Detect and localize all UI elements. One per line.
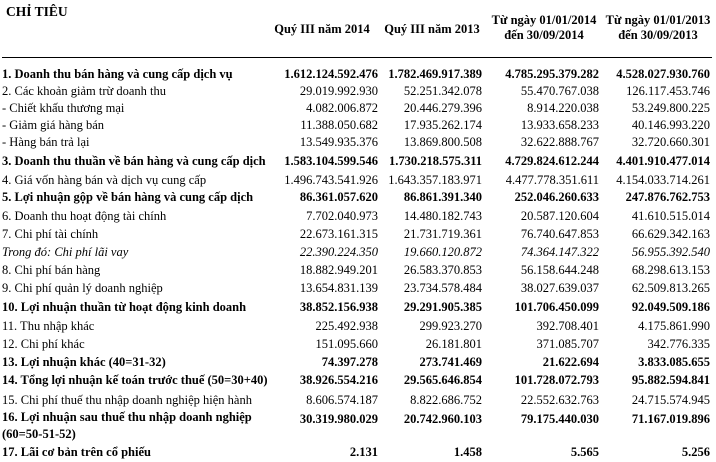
row-value-col4: 4.175.861.990 (638, 319, 710, 333)
row-value-col2: 1.730.218.575.311 (388, 154, 482, 168)
row-value-col3: 56.158.644.248 (520, 263, 599, 277)
row-label: 2. Các khoản giảm trừ doanh thu (2, 84, 167, 98)
row-value-col3: 5.565 (570, 445, 599, 459)
row-label: 13. Lợi nhuận khác (40=31-32) (2, 355, 166, 369)
row-value-col3: 4.729.824.612.244 (505, 154, 599, 168)
row-value-col3: 13.933.658.233 (520, 118, 599, 132)
row-value-col2: 86.861.391.340 (403, 190, 482, 204)
row-value-col1: 225.492.938 (315, 319, 378, 333)
row-value-col1: 38.926.554.216 (299, 373, 378, 387)
row-value-col4: 40.146.993.220 (631, 118, 710, 132)
row-label: 17. Lãi cơ bản trên cổ phiếu (2, 445, 151, 459)
table-row (0, 318, 716, 335)
row-value-col3: 38.027.639.037 (520, 281, 599, 295)
row-value-col1: 4.082.006.872 (306, 101, 378, 115)
row-value-col3: 252.046.260.633 (514, 190, 599, 204)
row-label: 5. Lợi nhuận gộp về bán hàng và cung cấp dịch (2, 190, 254, 204)
row-value-col2: 29.565.646.854 (403, 373, 482, 387)
column-header-ytd-2013-line1: Từ ngày 01/01/2013 (605, 13, 711, 27)
table-row (0, 189, 716, 206)
table-row (0, 244, 716, 261)
row-label: 14. Tổng lợi nhuận kế toán trước thuế (50=30+40) (2, 373, 268, 387)
row-value-col4: 3.833.085.655 (638, 355, 710, 369)
column-header-q3-2014: Quý III năm 2014 (274, 22, 370, 36)
row-value-col2: 29.291.905.385 (403, 300, 482, 314)
row-value-col2: 1.458 (453, 445, 482, 459)
table-row (0, 409, 716, 443)
row-label: 6. Doanh thu hoạt động tài chính (2, 209, 167, 223)
row-value-col1: 86.361.057.620 (299, 190, 378, 204)
row-value-col3: 371.085.707 (536, 337, 599, 351)
row-value-col4: 66.629.342.163 (631, 227, 710, 241)
row-value-col4: 41.610.515.014 (631, 209, 710, 223)
column-header-q3-2013: Quý III năm 2013 (384, 22, 480, 36)
row-value-col2: 21.731.719.361 (403, 227, 482, 241)
table-row (0, 100, 716, 117)
column-header-ytd-2013-line2: đến 30/09/2013 (618, 28, 698, 42)
row-value-col2: 20.742.960.103 (403, 412, 482, 426)
table-row (0, 66, 716, 83)
row-label: 4. Giá vốn hàng bán và dịch vụ cung cấp (2, 173, 207, 187)
row-value-col3: 79.175.440.030 (520, 412, 599, 426)
row-value-col2: 23.734.578.484 (403, 281, 482, 295)
row-value-col2: 17.935.262.174 (403, 118, 482, 132)
table-row (0, 262, 716, 279)
row-value-col4: 247.876.762.753 (625, 190, 710, 204)
row-value-col1: 18.882.949.201 (299, 263, 378, 277)
row-value-col3: 4.477.778.351.611 (505, 173, 599, 187)
row-value-col1: 151.095.660 (315, 337, 378, 351)
row-value-col1: 8.606.574.187 (306, 393, 378, 407)
row-value-col1: 38.852.156.938 (299, 300, 378, 314)
table-row (0, 83, 716, 100)
row-value-col2: 299.923.270 (419, 319, 482, 333)
row-value-col4: 68.298.613.153 (631, 263, 710, 277)
table-row (0, 336, 716, 353)
table-row (0, 226, 716, 243)
row-value-col3: 21.622.694 (542, 355, 599, 369)
column-header-ytd-2014-line2: đến 30/09/2014 (504, 28, 584, 42)
row-value-col4: 53.249.800.225 (631, 101, 710, 115)
row-label: - Chiết khấu thương mại (2, 101, 125, 115)
table-row (0, 372, 716, 389)
row-value-col3: 32.622.888.767 (520, 135, 599, 149)
row-value-col2: 8.822.686.752 (410, 393, 482, 407)
row-value-col1: 74.397.278 (321, 355, 378, 369)
row-value-col3: 101.706.450.099 (514, 300, 599, 314)
row-value-col3: 8.914.220.038 (527, 101, 599, 115)
row-label: 7. Chi phí tài chính (2, 227, 99, 241)
row-label: 11. Thu nhập khác (2, 319, 95, 333)
row-label: 3. Doanh thu thuần về bán hàng và cung cấp dịch (2, 154, 266, 168)
row-label: - Hàng bán trả lại (2, 135, 90, 149)
column-header-ytd-2014-line1: Từ ngày 01/01/2014 (491, 13, 597, 27)
row-value-col2: 26.583.370.853 (403, 263, 482, 277)
row-value-col1: 11.388.050.682 (300, 118, 378, 132)
row-value-col2: 1.782.469.917.389 (388, 67, 482, 81)
table-row (0, 153, 716, 170)
row-value-col3: 76.740.647.853 (520, 227, 599, 241)
row-value-col4: 95.882.594.841 (631, 373, 710, 387)
row-value-col4: 92.049.509.186 (631, 300, 710, 314)
row-value-col1: 13.654.831.139 (299, 281, 378, 295)
row-value-col3: 74.364.147.322 (520, 245, 599, 259)
row-value-col4: 56.955.392.540 (631, 245, 710, 259)
row-value-col3: 55.470.767.038 (520, 84, 599, 98)
table-row (0, 208, 716, 225)
row-label: 8. Chi phí bán hàng (2, 263, 101, 277)
row-value-col2: 14.480.182.743 (403, 209, 482, 223)
row-value-col1: 7.702.040.973 (306, 209, 378, 223)
row-value-col4: 62.509.813.265 (631, 281, 710, 295)
table-row (0, 117, 716, 134)
header-divider (2, 57, 712, 58)
column-header-ytd-2014 (486, 13, 602, 43)
row-value-col2: 20.446.279.396 (403, 101, 482, 115)
row-label: 10. Lợi nhuận thuần từ hoạt động kinh doanh (2, 300, 247, 314)
row-label: 1. Doanh thu bán hàng và cung cấp dịch vụ (2, 67, 233, 81)
row-value-col2: 26.181.801 (425, 337, 482, 351)
row-value-col3: 101.728.072.793 (514, 373, 599, 387)
table-row (0, 280, 716, 297)
row-value-col4: 4.528.027.930.760 (616, 67, 710, 81)
row-value-col3: 4.785.295.379.282 (505, 67, 599, 81)
row-value-col1: 2.131 (349, 445, 378, 459)
row-value-col3: 20.587.120.604 (520, 209, 599, 223)
row-value-col1: 22.390.224.350 (299, 245, 378, 259)
row-value-col1: 1.612.124.592.476 (284, 67, 378, 81)
table-row (0, 444, 716, 461)
table-row (0, 392, 716, 409)
row-value-col3: 392.708.401 (536, 319, 599, 333)
column-header-ytd-2013 (602, 13, 714, 43)
table-row (0, 299, 716, 316)
row-value-col1: 13.549.935.376 (299, 135, 378, 149)
row-value-col2: 273.741.469 (419, 355, 482, 369)
row-value-col4: 24.715.574.945 (631, 393, 710, 407)
column-header-indicator: CHỈ TIÊU (6, 4, 68, 19)
row-value-col2: 1.643.357.183.971 (388, 173, 482, 187)
row-value-col4: 126.117.453.746 (626, 84, 710, 98)
row-label: - Giảm giá hàng bán (2, 118, 105, 132)
table-row (0, 354, 716, 371)
row-value-col2: 13.869.800.508 (403, 135, 482, 149)
row-label: 15. Chi phí thuế thu nhập doanh nghiệp hiện hành (2, 393, 252, 407)
row-value-col4: 5.256 (681, 445, 710, 459)
row-label: 16. Lợi nhuận sau thuế thu nhập doanh nghiệp (60=50-51-52) (2, 410, 252, 441)
row-value-col1: 1.496.743.541.926 (284, 173, 378, 187)
row-value-col1: 22.673.161.315 (299, 227, 378, 241)
row-value-col4: 4.401.910.477.014 (616, 154, 710, 168)
row-value-col1: 30.319.980.029 (299, 412, 378, 426)
row-value-col1: 1.583.104.599.546 (284, 154, 378, 168)
table-row (0, 134, 716, 151)
row-value-col2: 52.251.342.078 (403, 84, 482, 98)
row-label: 12. Chi phí khác (2, 337, 85, 351)
row-value-col1: 29.019.992.930 (299, 84, 378, 98)
row-value-col3: 22.552.632.763 (520, 393, 599, 407)
row-value-col2: 19.660.120.872 (403, 245, 482, 259)
row-value-col4: 32.720.660.301 (631, 135, 710, 149)
row-value-col4: 4.154.033.714.261 (616, 173, 710, 187)
table-row (0, 172, 716, 189)
row-label: 9. Chi phí quản lý doanh nghiệp (2, 281, 163, 295)
row-value-col4: 71.167.019.896 (631, 412, 710, 426)
row-label: Trong đó: Chi phí lãi vay (2, 245, 129, 259)
row-value-col4: 342.776.335 (647, 337, 710, 351)
